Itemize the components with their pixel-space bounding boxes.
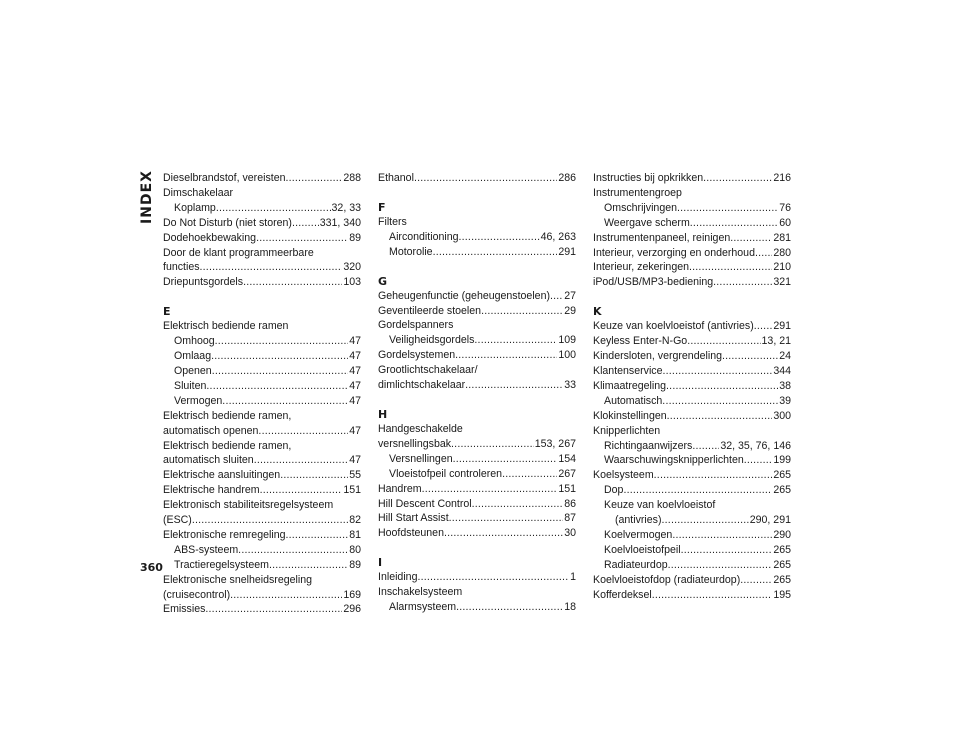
dot-leader: [212, 364, 349, 379]
entry-page-ref[interactable]: 46, 263: [540, 230, 576, 243]
entry-term: automatisch sluiten: [163, 454, 254, 467]
index-entry: [163, 498, 361, 513]
dot-leader: [666, 379, 778, 394]
dot-leader: [451, 437, 534, 452]
entry-term: Motorolie: [389, 245, 433, 258]
index-entry: [593, 573, 791, 588]
dot-leader: [474, 333, 557, 348]
dot-leader: [662, 513, 749, 528]
entry-page-ref[interactable]: 33: [564, 379, 576, 392]
dot-leader: [417, 570, 569, 585]
entry-term: Elektrisch bediende ramen: [163, 320, 289, 333]
dot-leader: [254, 453, 349, 468]
index-entry: [163, 334, 361, 349]
entry-term: Keuze van koelvloeistof (antivries): [593, 320, 754, 333]
entry-term: Instructies bij opkrikken: [593, 172, 704, 184]
index-entry: [378, 437, 576, 452]
index-entry: [163, 186, 361, 201]
entry-term: Emissies: [163, 603, 206, 616]
entry-term: dimlichtschakelaar: [378, 379, 466, 392]
dot-leader: [689, 260, 772, 275]
index-entry: [593, 246, 791, 261]
entry-term: Kindersloten, vergrendeling: [593, 350, 722, 363]
index-entry: [378, 348, 576, 363]
entry-page-ref[interactable]: 151: [558, 482, 576, 495]
dot-leader: [713, 275, 772, 290]
index-entry: [593, 201, 791, 216]
index-entry: [163, 513, 361, 528]
dot-leader: [222, 394, 348, 409]
entry-term: Driepuntsgordels: [163, 276, 244, 289]
entry-term: Koelsysteem: [593, 469, 654, 482]
entry-term: automatisch openen: [163, 424, 259, 437]
dot-leader: [502, 467, 557, 482]
index-side-tab: [137, 165, 157, 228]
entry-page-ref[interactable]: 32, 33: [331, 201, 361, 214]
dot-leader: [662, 394, 778, 409]
entry-term: Dimschakelaar: [163, 186, 234, 199]
entry-term: Radiateurdop: [604, 558, 668, 571]
index-entry: [163, 468, 361, 483]
dot-leader: [414, 171, 557, 186]
entry-term: Dieselbrandstof, vereisten: [163, 172, 286, 184]
dot-leader: [280, 468, 348, 483]
index-entry: [593, 424, 791, 439]
dot-leader: [292, 216, 319, 231]
entry-term: Keuze van koelvloeistof: [604, 499, 716, 512]
index-entry: [593, 379, 791, 394]
entry-term: Geheugenfunctie (geheugenstoelen): [378, 289, 550, 302]
index-entry: [163, 246, 361, 261]
index-entry: [378, 333, 576, 348]
index-entry: [593, 334, 791, 349]
entry-term: Kofferdeksel: [593, 588, 652, 601]
index-entry: [378, 363, 576, 378]
entry-page-ref[interactable]: 169: [343, 588, 361, 601]
dot-leader: [722, 349, 778, 364]
dot-leader: [663, 364, 773, 379]
dot-leader: [269, 558, 348, 573]
index-entry: [163, 439, 361, 454]
index-entry: [163, 573, 361, 588]
index-entry: [163, 543, 361, 558]
index-entry: [593, 513, 791, 528]
entry-page-ref[interactable]: 321: [773, 276, 791, 289]
entry-term: Hoofdsteunen: [378, 527, 444, 540]
entry-page-ref[interactable]: 199: [773, 454, 791, 467]
dot-leader: [200, 260, 343, 275]
index-entry: [378, 304, 576, 319]
entry-page-ref[interactable]: 38: [779, 379, 791, 392]
entry-page-ref[interactable]: 210: [773, 261, 791, 274]
index-entry: [378, 245, 576, 260]
index-entry: [593, 186, 791, 201]
index-entry: [163, 275, 361, 290]
entry-page-ref[interactable]: 265: [773, 573, 791, 586]
index-letter-heading: E: [163, 305, 171, 319]
index-entry: [163, 260, 361, 275]
entry-term: Alarmsysteem: [389, 601, 457, 614]
index-entry: [163, 319, 361, 334]
dot-leader: [230, 588, 342, 603]
entry-term: versnellingsbak: [378, 437, 452, 450]
entry-page-ref[interactable]: 47: [349, 424, 361, 437]
index-letter-heading: K: [593, 305, 602, 319]
index-entry: [593, 543, 791, 558]
entry-term: Sluiten: [174, 379, 207, 392]
index-letter-heading: I: [378, 556, 383, 570]
dot-leader: [422, 482, 558, 497]
dot-leader: [687, 334, 760, 349]
entry-page-ref[interactable]: 13, 21: [761, 335, 791, 348]
dot-leader: [755, 246, 772, 261]
index-entry: [593, 558, 791, 573]
dot-leader: [260, 483, 343, 498]
index-entry: [378, 467, 576, 482]
entry-term: Klantenservice: [593, 364, 663, 377]
dot-leader: [465, 378, 563, 393]
entry-term: Koelvloeistofdop (radiateurdop): [593, 573, 741, 586]
index-entry: [163, 588, 361, 603]
index-entry: [593, 498, 791, 513]
index-entry: [378, 526, 576, 541]
entry-term: Vloeistofpeil controleren: [389, 467, 503, 480]
dot-leader: [211, 349, 348, 364]
entry-page-ref[interactable]: 47: [349, 364, 361, 377]
dot-leader: [690, 216, 778, 231]
entry-page-ref[interactable]: 151: [343, 484, 361, 497]
entry-term: Omschrijvingen: [604, 201, 678, 214]
dot-leader: [459, 230, 540, 245]
index-entry: [593, 409, 791, 424]
entry-term: Koplamp: [174, 201, 216, 214]
entry-page-ref[interactable]: 320: [343, 261, 361, 274]
entry-page-ref[interactable]: 265: [773, 558, 791, 571]
entry-term: Inleiding: [378, 571, 418, 584]
index-entry: [378, 452, 576, 467]
dot-leader: [623, 483, 772, 498]
entry-term: Grootlichtschakelaar/: [378, 364, 478, 377]
entry-page-ref[interactable]: 47: [349, 379, 361, 392]
index-entry: [163, 558, 361, 573]
entry-term: Dop: [604, 484, 624, 497]
entry-page-ref[interactable]: 47: [349, 335, 361, 348]
entry-page-ref[interactable]: 100: [558, 349, 576, 362]
entry-page-ref[interactable]: 296: [343, 603, 361, 616]
index-entry: [378, 171, 576, 186]
index-entry: [593, 483, 791, 498]
entry-page-ref[interactable]: 30: [564, 527, 576, 540]
dot-leader: [550, 289, 563, 304]
index-entry: [593, 364, 791, 379]
entry-term: Interieur, verzorging en onderhoud: [593, 246, 755, 259]
entry-page-ref[interactable]: 47: [349, 454, 361, 467]
index-entry: [378, 378, 576, 393]
entry-page-ref[interactable]: 265: [773, 484, 791, 497]
index-entry: [378, 318, 576, 333]
entry-page-ref[interactable]: 154: [558, 452, 576, 465]
entry-term: ABS-systeem: [174, 543, 239, 556]
index-entry: [163, 424, 361, 439]
index-column-2: [378, 171, 576, 615]
entry-page-ref[interactable]: 47: [349, 350, 361, 363]
entry-page-ref[interactable]: 27: [564, 289, 576, 302]
index-entry: [593, 216, 791, 231]
entry-page-ref[interactable]: 32, 35, 76, 146: [720, 439, 791, 452]
index-entry: [378, 511, 576, 526]
entry-page-ref[interactable]: 76: [779, 201, 791, 214]
entry-term: Handgeschakelde: [378, 422, 463, 435]
index-entry: [163, 349, 361, 364]
entry-term: Filters: [378, 215, 407, 228]
dot-leader: [754, 319, 773, 334]
index-entry: [163, 483, 361, 498]
entry-term: Koelvloeistofpeil: [604, 543, 681, 556]
entry-term: Elektrische handrem: [163, 484, 260, 497]
index-entry: [593, 439, 791, 454]
entry-term: Do Not Disturb (niet storen): [163, 216, 292, 229]
entry-page-ref[interactable]: 24: [779, 350, 791, 363]
entry-page-ref[interactable]: 288: [343, 172, 361, 184]
dot-leader: [740, 573, 772, 588]
index-entry: [378, 482, 576, 497]
entry-page-ref[interactable]: 281: [773, 231, 791, 244]
dot-leader: [681, 543, 773, 558]
entry-page-ref[interactable]: 1: [570, 571, 576, 584]
dot-leader: [258, 424, 348, 439]
dot-leader: [243, 275, 342, 290]
entry-term: Omhoog: [174, 335, 215, 348]
entry-term: Richtingaanwijzers: [604, 439, 693, 452]
dot-leader: [730, 231, 772, 246]
index-entry: [378, 497, 576, 512]
entry-term: Versnellingen: [389, 452, 453, 465]
entry-term: Vermogen: [174, 394, 223, 407]
entry-page-ref[interactable]: 286: [558, 172, 576, 184]
page-number: 360: [140, 561, 163, 574]
entry-page-ref[interactable]: 280: [773, 246, 791, 259]
entry-page-ref[interactable]: 86: [564, 497, 576, 510]
entry-term: Elektrisch bediende ramen,: [163, 409, 292, 422]
entry-page-ref[interactable]: 60: [779, 216, 791, 229]
entry-page-ref[interactable]: 109: [558, 334, 576, 347]
entry-page-ref[interactable]: 29: [564, 304, 576, 317]
dot-leader: [692, 439, 719, 454]
entry-term: Door de klant programmeerbare: [163, 246, 314, 259]
entry-term: Omlaag: [174, 350, 212, 363]
dot-leader: [206, 379, 348, 394]
dot-leader: [205, 602, 342, 617]
dot-leader: [667, 409, 773, 424]
entry-term: Elektrisch bediende ramen,: [163, 439, 292, 452]
entry-term: (cruisecontrol): [163, 588, 231, 601]
entry-page-ref[interactable]: 300: [773, 409, 791, 422]
entry-page-ref[interactable]: 89: [349, 558, 361, 571]
entry-page-ref[interactable]: 103: [343, 276, 361, 289]
index-entry: [163, 201, 361, 216]
entry-term: Koelvermogen: [604, 528, 673, 541]
dot-leader: [652, 588, 773, 603]
index-entry: [593, 171, 791, 186]
index-entry: [593, 260, 791, 275]
index-entry: [378, 600, 576, 615]
index-entry: [163, 364, 361, 379]
index-entry: [593, 394, 791, 409]
dot-leader: [456, 600, 563, 615]
index-entry: [378, 422, 576, 437]
entry-term: Klimaatregeling: [593, 379, 667, 392]
dot-leader: [668, 558, 773, 573]
entry-term: Instrumentengroep: [593, 186, 682, 199]
entry-term: iPod/USB/MP3-bediening: [593, 276, 714, 289]
entry-page-ref[interactable]: 55: [349, 469, 361, 482]
index-entry: [593, 319, 791, 334]
dot-leader: [703, 171, 772, 186]
entry-term: Handrem: [378, 482, 422, 495]
dot-leader: [672, 528, 772, 543]
entry-term: (ESC): [163, 514, 192, 527]
index-entry: [378, 289, 576, 304]
entry-page-ref[interactable]: 291: [773, 320, 791, 333]
entry-page-ref[interactable]: 265: [773, 469, 791, 482]
index-entry: [378, 230, 576, 245]
index-entry: [163, 394, 361, 409]
entry-term: Elektronische snelheidsregeling: [163, 573, 312, 586]
entry-page-ref[interactable]: 344: [773, 364, 791, 377]
index-entry: [163, 528, 361, 543]
entry-page-ref[interactable]: 290, 291: [749, 514, 791, 527]
dot-leader: [238, 543, 348, 558]
dot-leader: [677, 201, 778, 216]
index-entry: [593, 588, 791, 603]
dot-leader: [744, 453, 773, 468]
index-entry: [593, 349, 791, 364]
entry-page-ref[interactable]: 153, 267: [534, 437, 576, 450]
index-letter-heading: F: [378, 200, 386, 214]
entry-term: Waarschuwingsknipperlichten: [604, 454, 744, 467]
index-entry: [593, 453, 791, 468]
entry-term: Tractieregelsysteem: [174, 558, 269, 571]
index-entry: [378, 215, 576, 230]
entry-term: Ethanol: [378, 172, 414, 184]
entry-page-ref[interactable]: 267: [558, 467, 576, 480]
entry-term: Automatisch: [604, 394, 663, 407]
entry-page-ref[interactable]: 291: [558, 245, 576, 258]
entry-term: Openen: [174, 364, 212, 377]
entry-term: Airconditioning: [389, 230, 459, 243]
dot-leader: [654, 468, 773, 483]
dot-leader: [215, 334, 349, 349]
entry-page-ref[interactable]: 331, 340: [319, 216, 361, 229]
entry-term: Interieur, zekeringen: [593, 261, 689, 274]
entry-term: Weergave scherm: [604, 216, 690, 229]
entry-term: Keyless Enter-N-Go: [593, 335, 688, 348]
index-column-3: [593, 171, 791, 602]
index-entry: [163, 379, 361, 394]
entry-term: Elektrische aansluitingen: [163, 469, 281, 482]
entry-page-ref[interactable]: 216: [773, 172, 791, 184]
entry-page-ref[interactable]: 265: [773, 543, 791, 556]
dot-leader: [481, 304, 563, 319]
dot-leader: [472, 497, 564, 512]
dot-leader: [449, 511, 564, 526]
index-entry: [593, 528, 791, 543]
index-entry: [593, 468, 791, 483]
entry-term: (antivries): [615, 514, 662, 527]
index-entry: [378, 585, 576, 600]
entry-term: Gordelsystemen: [378, 349, 456, 362]
entry-term: Instrumentenpaneel, reinigen: [593, 231, 731, 244]
index-column-1: [163, 171, 361, 617]
entry-term: Knipperlichten: [593, 424, 661, 437]
dot-leader: [433, 245, 558, 260]
entry-term: Hill Descent Control: [378, 497, 472, 510]
index-entry: [163, 171, 361, 186]
entry-page-ref[interactable]: 39: [779, 394, 791, 407]
entry-page-ref[interactable]: 81: [349, 528, 361, 541]
dot-leader: [285, 171, 342, 186]
entry-term: Inschakelsysteem: [378, 586, 463, 599]
entry-term: Dodehoekbewaking: [163, 231, 257, 244]
index-entry: [163, 216, 361, 231]
entry-term: Elektronische remregeling: [163, 528, 286, 541]
entry-term: Hill Start Assist: [378, 512, 449, 525]
dot-leader: [455, 348, 557, 363]
entry-term: Klokinstellingen: [593, 409, 667, 422]
entry-term: Veiligheidsgordels: [389, 334, 475, 347]
entry-page-ref[interactable]: 82: [349, 514, 361, 527]
entry-term: Elektronisch stabiliteitsregelsysteem: [163, 499, 334, 512]
entry-term: Gordelspanners: [378, 319, 454, 332]
dot-leader: [256, 231, 348, 246]
index-entry: [378, 570, 576, 585]
dot-leader: [216, 201, 331, 216]
index-entry: [163, 231, 361, 246]
entry-page-ref[interactable]: 89: [349, 231, 361, 244]
entry-page-ref[interactable]: 290: [773, 528, 791, 541]
entry-term: Geventileerde stoelen: [378, 304, 482, 317]
entry-page-ref[interactable]: 47: [349, 394, 361, 407]
index-entry: [163, 409, 361, 424]
dot-leader: [444, 526, 563, 541]
entry-page-ref[interactable]: 195: [773, 588, 791, 601]
dot-leader: [285, 528, 348, 543]
entry-page-ref[interactable]: 80: [349, 543, 361, 556]
entry-page-ref[interactable]: 87: [564, 512, 576, 525]
dot-leader: [453, 452, 558, 467]
index-entry: [163, 602, 361, 617]
side-tab-label: INDEX: [139, 169, 155, 224]
index-letter-heading: H: [378, 407, 388, 421]
index-entry: [163, 453, 361, 468]
dot-leader: [192, 513, 348, 528]
entry-page-ref[interactable]: 18: [564, 601, 576, 614]
index-entry: [593, 231, 791, 246]
entry-term: functies: [163, 261, 200, 274]
index-entry: [593, 275, 791, 290]
index-letter-heading: G: [378, 274, 388, 288]
